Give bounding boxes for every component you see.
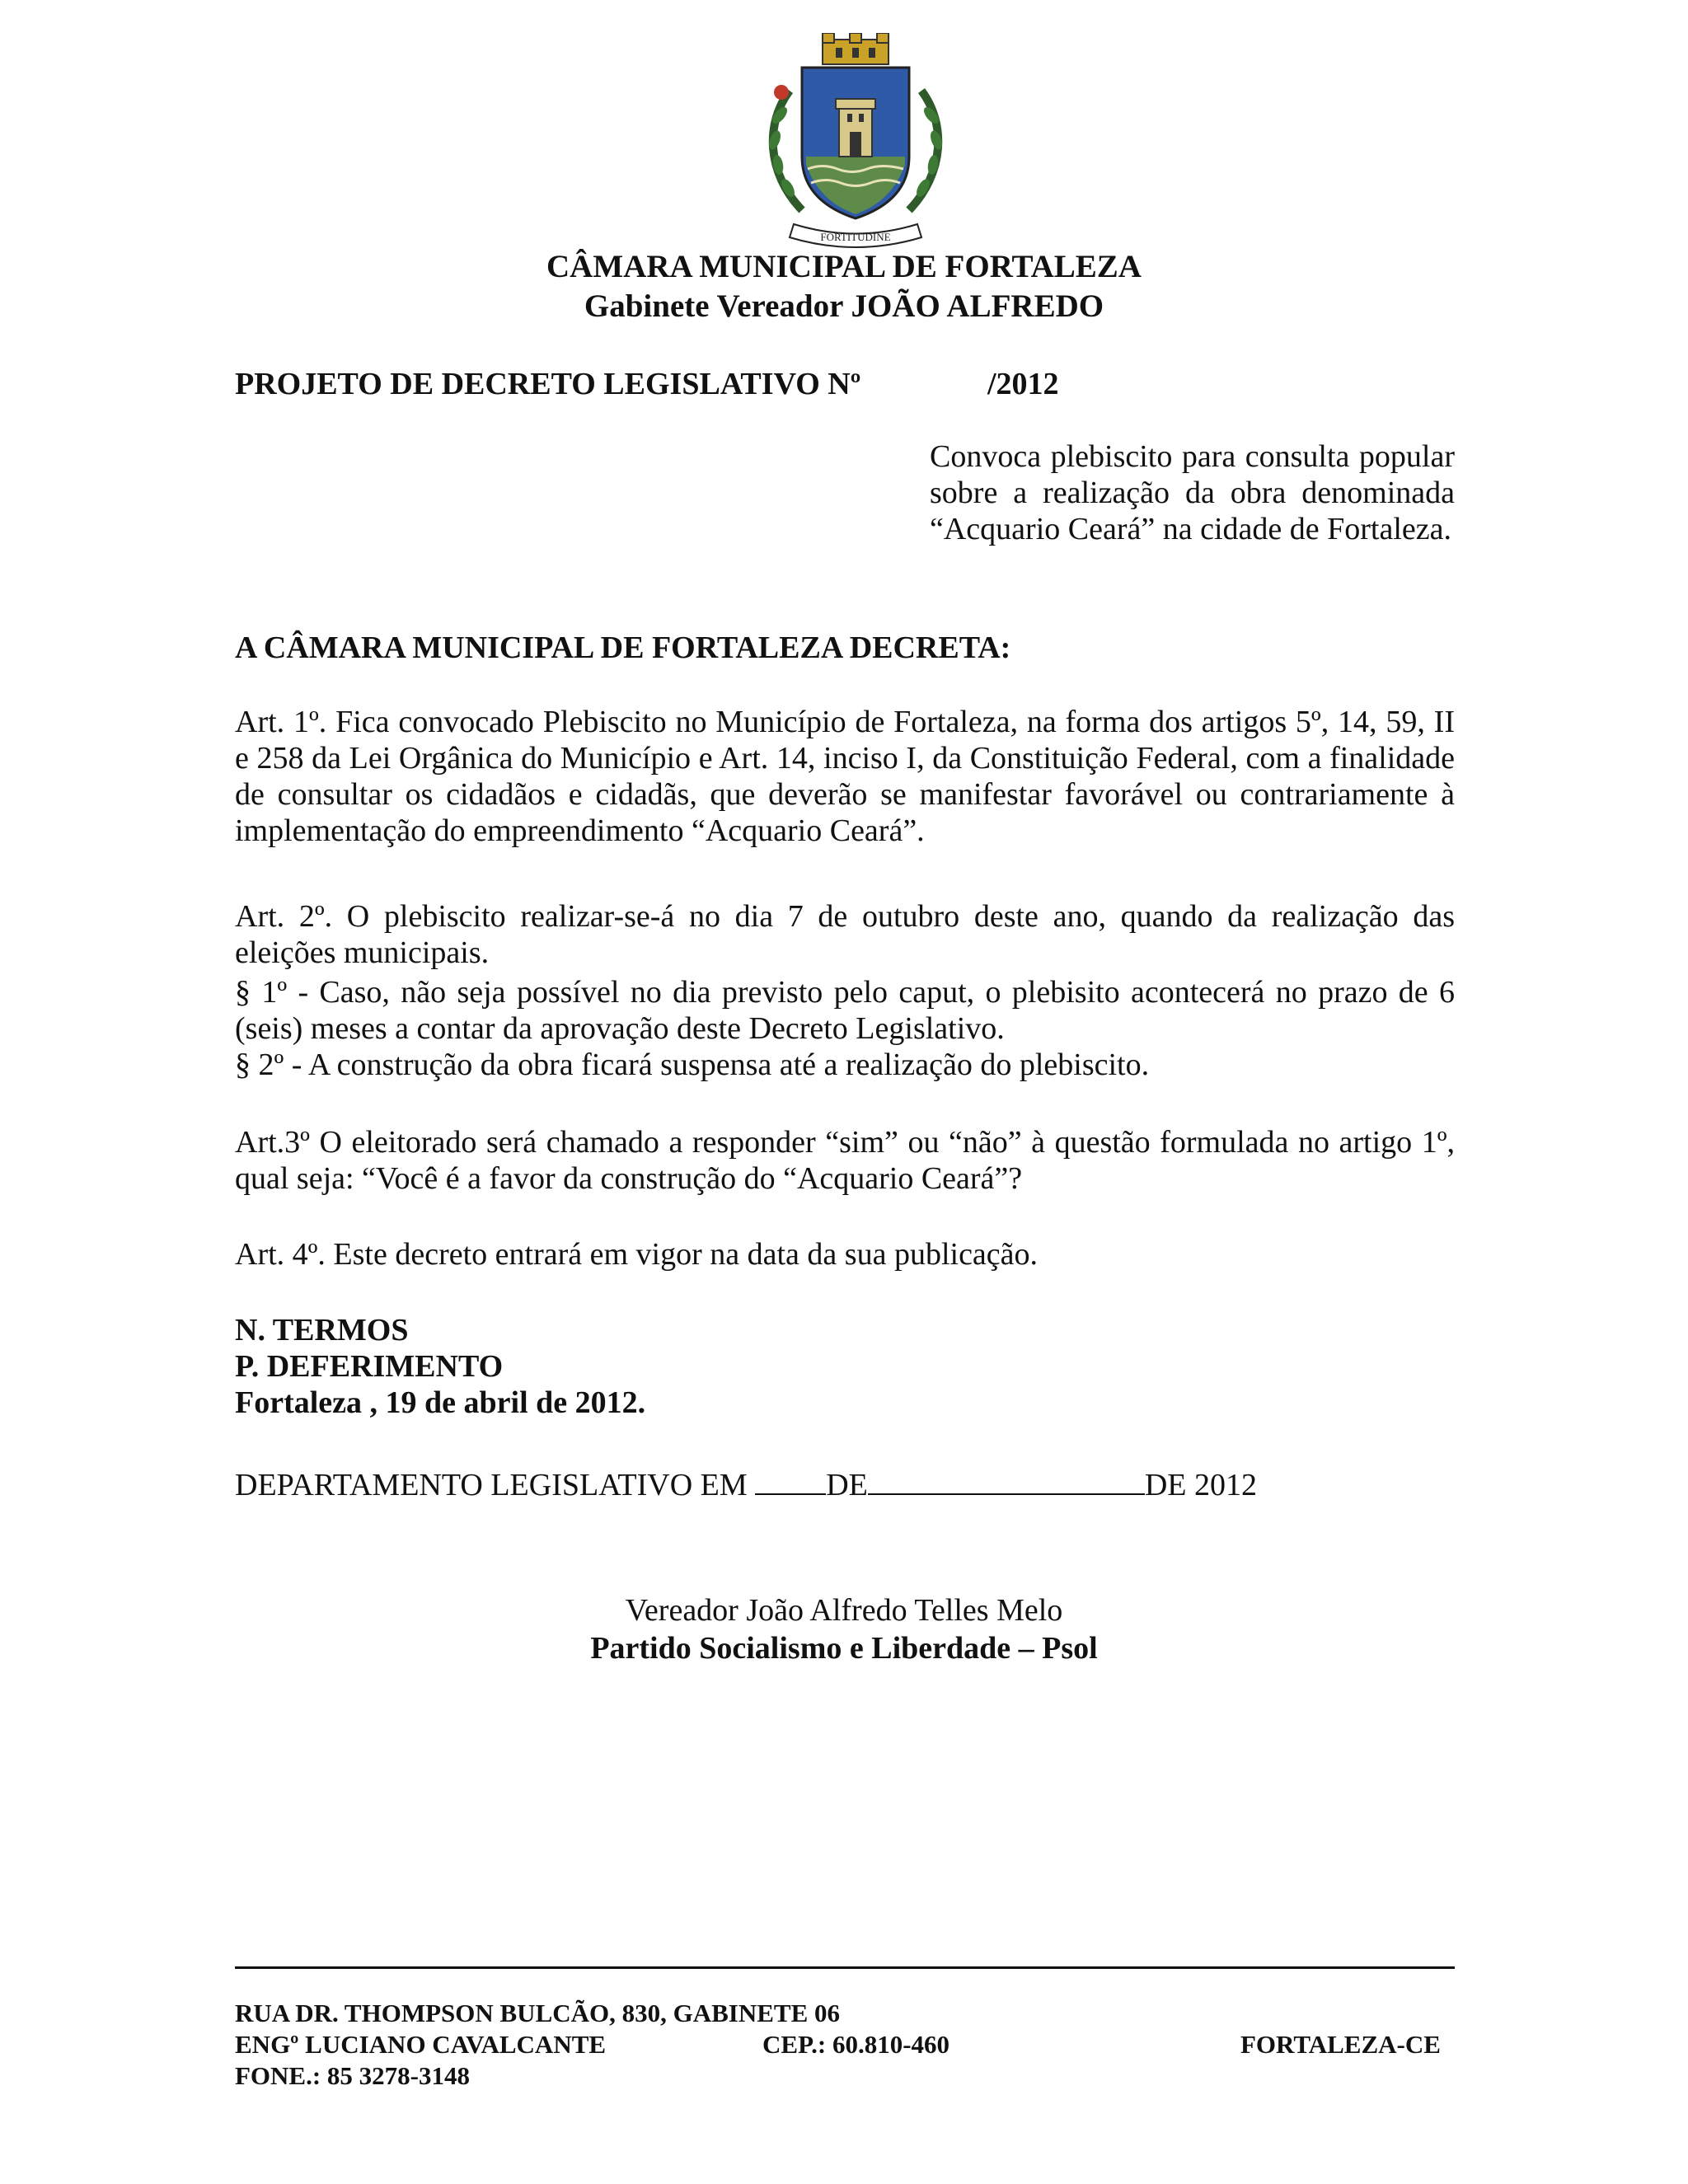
month-blank-field	[868, 1465, 1145, 1495]
article-2-paragraph-1: § 1º - Caso, não seja possível no dia previsto pelo caput, o plebisito acontecerá no prazo de 6 (seis) meses a contar da aprovação deste Decreto Legislativo.	[235, 975, 1455, 1046]
article-4: Art. 4º. Este decreto entrará em vigor na data da sua publicação.	[235, 1237, 1039, 1272]
signatory-name: Vereador João Alfredo Telles Melo	[625, 1593, 1063, 1628]
coat-of-arms-logo	[757, 33, 954, 255]
footer-phone: FONE.: 85 3278-3148	[235, 2061, 471, 2090]
document-title: PROJETO DE DECRETO LEGISLATIVO Nº	[235, 367, 861, 401]
day-blank-field	[755, 1465, 826, 1495]
department-line	[235, 1465, 1257, 1503]
closing-deferimento: P. DEFERIMENTO	[235, 1349, 504, 1384]
ementa-summary: Convoca plebiscito para consulta popular sobre a realização da obra denominada “Acquario Ceará” na cidade de Fortaleza.	[930, 439, 1455, 546]
footer-neighborhood: ENGº LUCIANO CAVALCANTE	[235, 2030, 607, 2059]
department-de: DE	[826, 1468, 868, 1502]
footer-address: RUA DR. THOMPSON BULCÃO, 830, GABINETE 06	[235, 1999, 841, 2027]
office-subtitle: Gabinete Vereador JOÃO ALFREDO	[584, 288, 1104, 324]
signatory-party: Partido Socialismo e Liberdade – Psol	[590, 1631, 1098, 1666]
footer-cep: CEP.: 60.810-460	[762, 2030, 950, 2059]
article-2: Art. 2º. O plebiscito realizar-se-á no dia 7 de outubro deste ano, quando da realização das eleições municipais.	[235, 899, 1455, 970]
crest-motto: FORTITUDINE	[820, 231, 891, 243]
closing-date: Fortaleza , 19 de abril de 2012.	[235, 1385, 646, 1420]
decree-heading: A CÂMARA MUNICIPAL DE FORTALEZA DECRETA:	[235, 630, 1011, 665]
footer-divider	[235, 1966, 1455, 1969]
article-3: Art.3º O eleitorado será chamado a responder “sim” ou “não” à questão formulada no artigo 1º, qual seja: “Você é a favor da construção do “Acquario Ceará”?	[235, 1125, 1455, 1196]
department-prefix: DEPARTAMENTO LEGISLATIVO EM	[235, 1468, 748, 1502]
article-1: Art. 1º. Fica convocado Plebiscito no Município de Fortaleza, na forma dos artigos 5º, 14, 59, II e 258 da Lei Orgânica do Município e Art. 14, inciso I, da Constituição Federal, com a finalidade de consultar os cidadãos e cidadãs, que deverão se manifestar favorável ou contrariamente à implementação do empreendimento “Acquario Ceará”.	[235, 705, 1455, 848]
footer-city: FORTALEZA-CE	[1240, 2030, 1441, 2059]
institution-title: CÂMARA MUNICIPAL DE FORTALEZA	[546, 249, 1142, 284]
closing-termos: N. TERMOS	[235, 1313, 409, 1347]
document-number: /2012	[987, 367, 1059, 401]
department-year: DE 2012	[1144, 1468, 1257, 1502]
article-2-paragraph-2: § 2º - A construção da obra ficará suspensa até a realização do plebiscito.	[235, 1047, 1150, 1082]
